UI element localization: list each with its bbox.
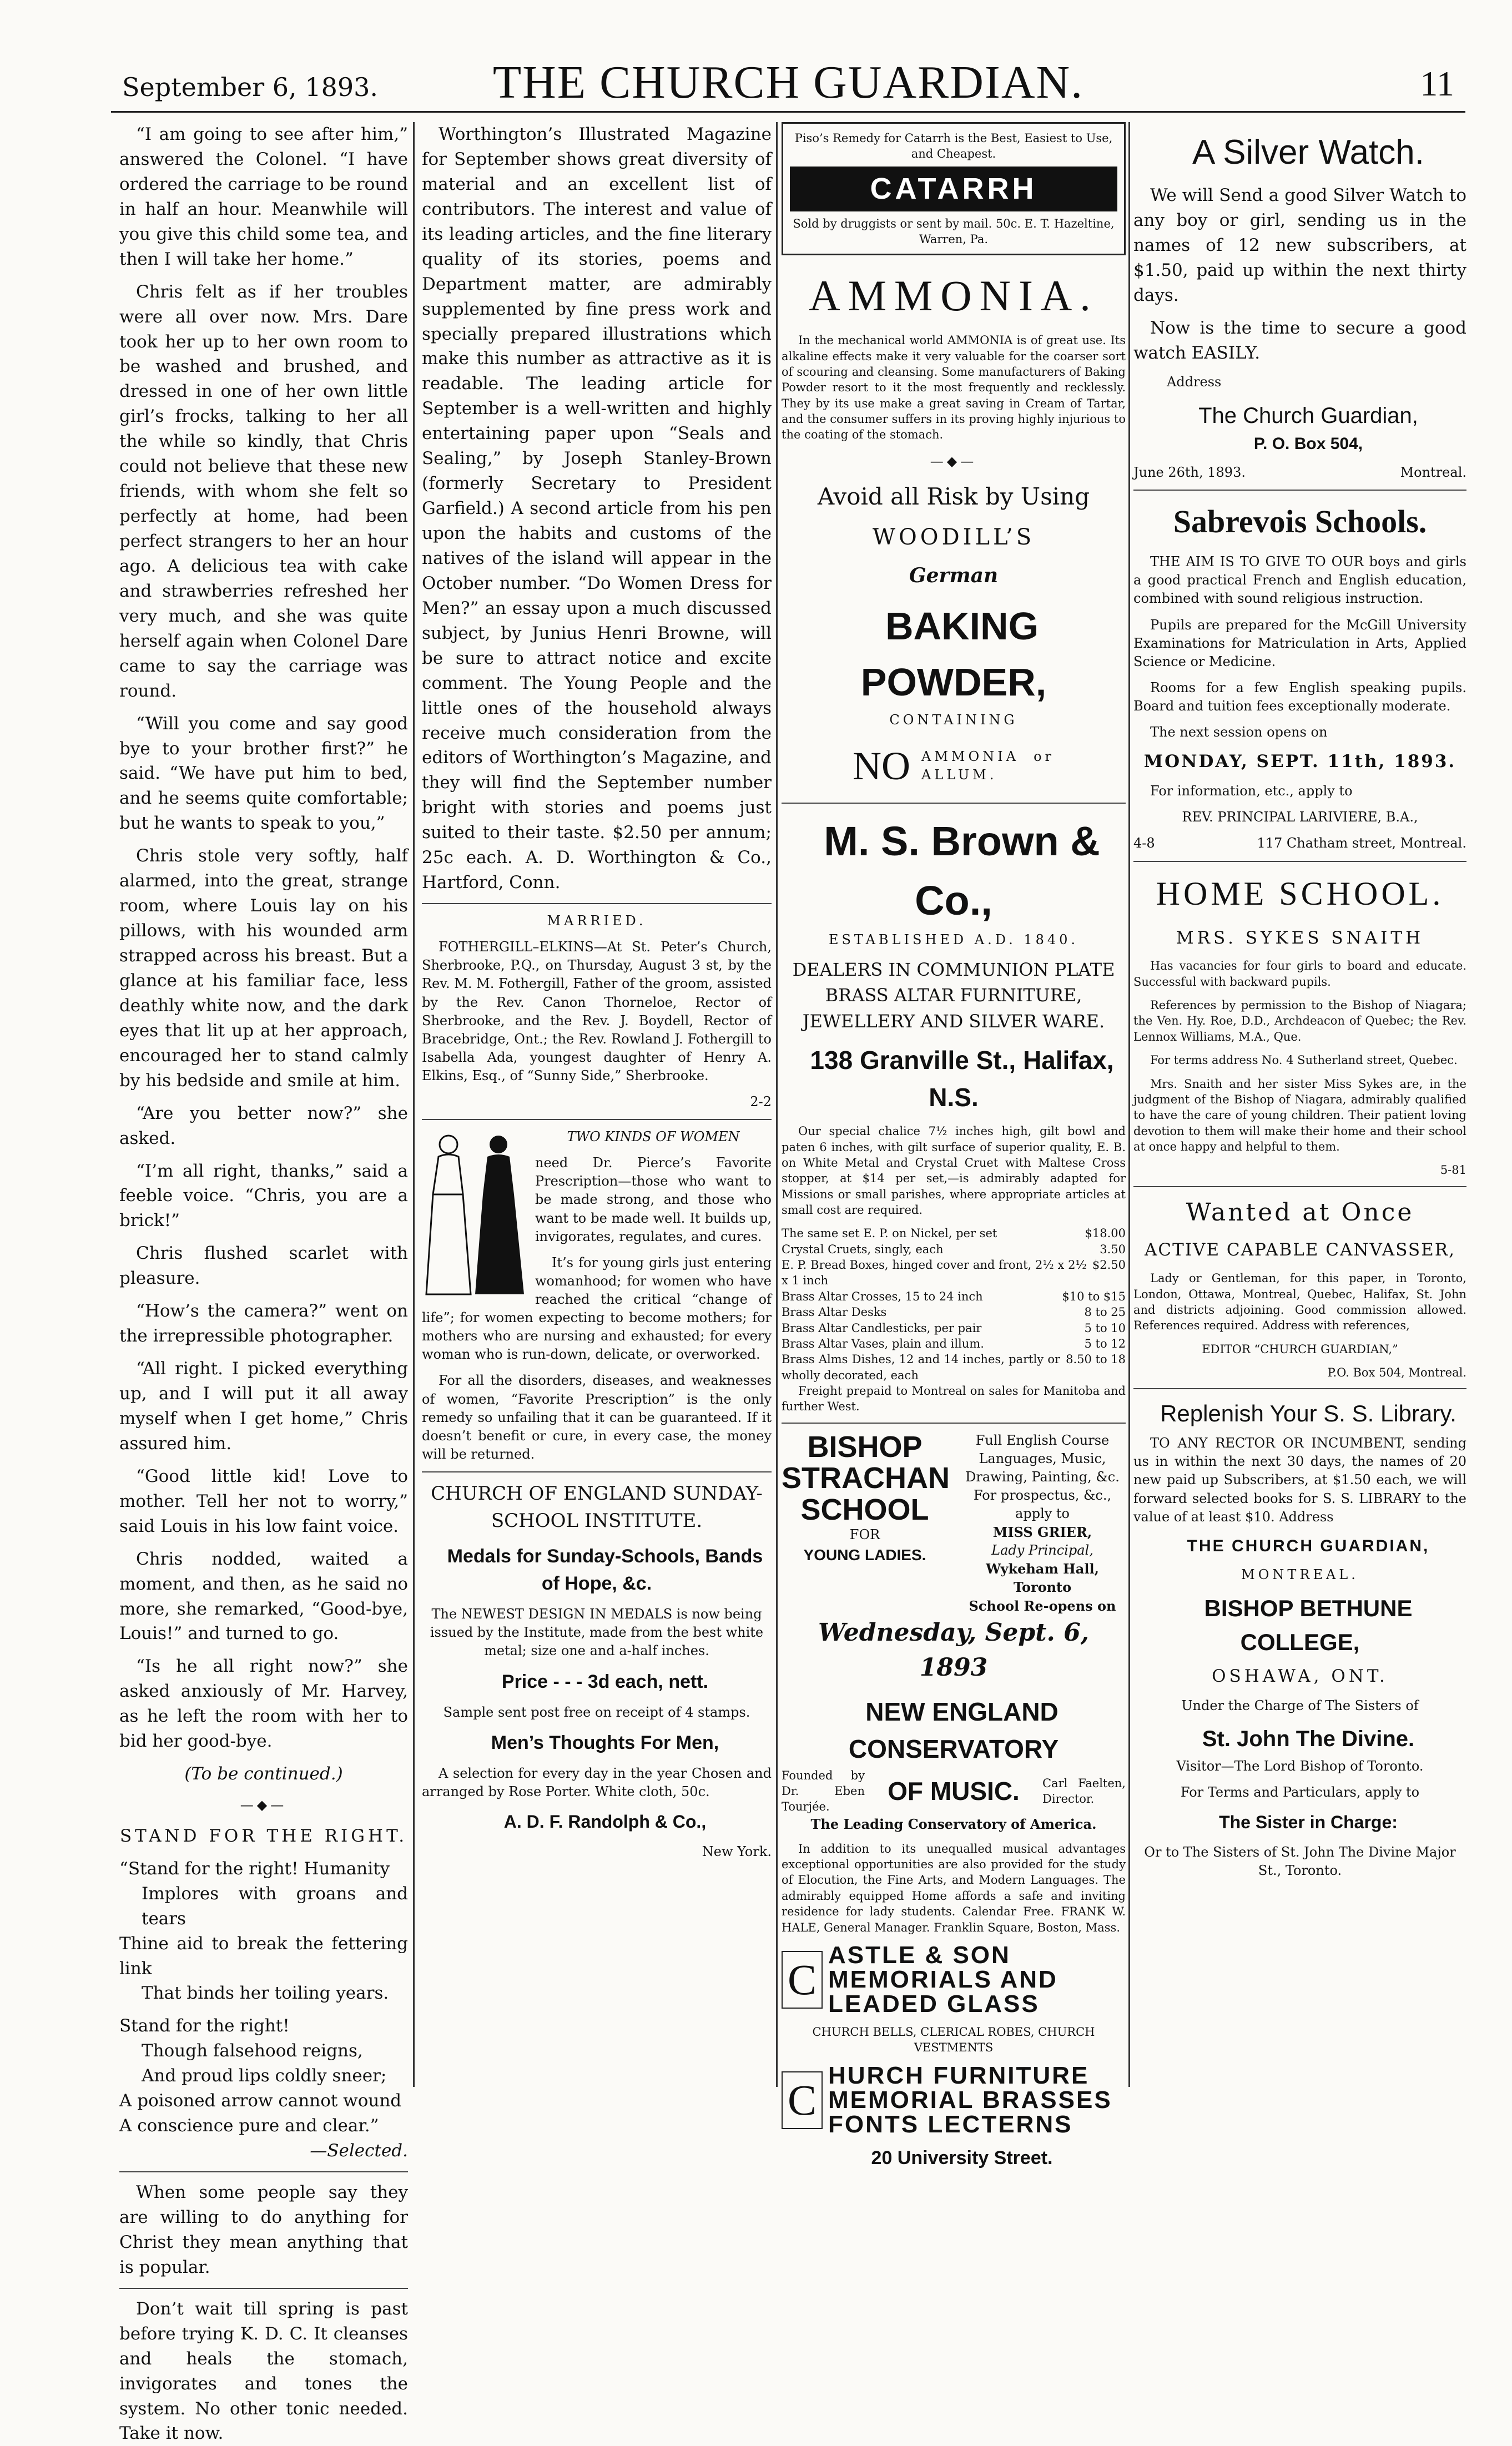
column-rule (413, 122, 415, 2087)
column-story (119, 122, 408, 2444)
nec-title: NEW ENGLAND CONSERVATORY (848, 1697, 1059, 1763)
price-item: Brass Altar Crosses, 15 to 24 inch (782, 1289, 983, 1303)
story-paragraph: Chris stole very softly, half alarmed, into the great, strange room, where Louis lay on his pillows, with his wounded arm strapped across his breast. But a glance at his familiar face, less deathly white now, and the dark eyes that lit up at her approach, encouraged her to stand calmly by his bedside and smile at him. (119, 846, 408, 1091)
nec-founded: Founded by Dr. Eben Tourjée. (782, 1768, 865, 1814)
german-label: German (909, 564, 999, 588)
piso-ad (782, 122, 1126, 255)
divider (119, 2171, 408, 2172)
publisher: A. D. F. Randolph & Co., (503, 1812, 707, 1832)
price-list (782, 1225, 1126, 1383)
medals-text: The NEWEST DESIGN IN MEDALS is now being issued by the Institute, made from the best white metal; size one and a-half inches. (430, 1606, 764, 1659)
story-paragraph: “Are you better now?” she asked. (119, 1103, 408, 1148)
pierce-ad (422, 1128, 772, 1464)
pierce-text-2: It’s for young girls just entering womanhood; for women who have reached the critical “change of life”; for women expecting to become mothers; for mothers who are nursing and exhausted; for every woman who is run-down, delicate, or overworked. (422, 1254, 772, 1363)
church-bells-line: CHURCH BELLS, CLERICAL ROBES, CHURCH VESTMENTS (812, 2025, 1095, 2055)
married-notice: FOTHERGILL–ELKINS—At St. Peter’s Church, Sherbrooke, P.Q., on Thursday, August 3 st, by the Rev. M. M. Fothergill, Father of the groom, assisted by the Rev. Canon Thorneloe, Rector of Sherbrooke, and the Rev. J. Boydell, Rector of Bracebridge, Ont.; the Rev. Rowland J. Fothergill to Isabella Ada, youngest daughter of Henry A. Elkins, Esq., of “Sunny Side,” Sherbrooke. (422, 939, 772, 1083)
story-paragraph: Chris flushed scarlet with pleasure. (119, 1243, 408, 1289)
column-ads-right (1133, 122, 1466, 2098)
freight-note: Freight prepaid to Montreal on sales for Manitoba and further West. (782, 1384, 1126, 1414)
chalice-text: Our special chalice 7½ inches high, gilt bowl and paten 6 inches, with gilt surface of superior quality, E. B. on White Metal and Crystal Cruet with Maltese Cross stopper, at $14 per set,—is admirably adapted for Missions or small parishes, where appropriate articles at small cost are required. (782, 1124, 1126, 1217)
story-paragraph: Chris nodded, waited a moment, and then, as he said no more, she remarked, “Good-bye, Louis!” and turned to go. (119, 1549, 408, 1644)
brown-address: 138 Granville St., Halifax, N.S. (810, 1046, 1114, 1112)
ammonia-allum-label: AMMONIA or ALLUM. (921, 748, 1055, 783)
strachan-title-1: BISHOP (807, 1430, 923, 1464)
cg-montreal: THE CHURCH GUARDIAN, (1187, 1536, 1430, 1555)
page-header (111, 56, 1465, 113)
column-notices (422, 122, 772, 2098)
sykes-terms: For terms address No. 4 Sutherland street, Quebec. (1150, 1053, 1458, 1067)
price-value: $18.00 (1085, 1227, 1126, 1240)
poem-line: Implores with groans and tears (142, 1883, 408, 1929)
wanted-heading: Wanted at Once (1186, 1198, 1414, 1227)
terms-line: For Terms and Particulars, apply to (1180, 1784, 1420, 1801)
sabrevois-date: MONDAY, SEPT. 11th, 1893. (1143, 752, 1456, 772)
sabrevois-text-4: The next session opens on (1150, 724, 1328, 740)
poem-line: Thine aid to break the fettering link (119, 1933, 408, 1979)
story-paragraph: Chris felt as if her troubles were all over now. Mrs. Dare took her up to her own room to be washed and brushed, and dressed in one of her own little girl’s frocks, talking to her all the while so kindly, that Chris could not believe that these new friends, with whom she felt so perfectly at home, had been perfect strangers to her an hour ago. A delicious tea with cake and strawberries refreshed her very much, and she was quite herself again when Colonel Dare came to say the carriage was round. (119, 281, 408, 701)
pierce-text-3: For all the disorders, diseases, and weaknesses of women, “Favorite Prescription” is the only remedy so unfailing that it can be guaranteed. If it doesn’t benefit or cure, in every case, the money will be returned. (422, 1373, 772, 1462)
story-paragraph: “Will you come and say good bye to your brother first?” he said. “We have put him to bed, and he seems quite comfortable; but he wants to speak to you,” (119, 713, 408, 834)
sabrevois-text-5: For information, etc., apply to (1150, 783, 1353, 799)
medals-price: Price - - - 3d each, nett. (501, 1671, 709, 1692)
poem (119, 1857, 408, 2139)
no-label: NO (853, 743, 910, 788)
church-furniture-ad (782, 2061, 1126, 2138)
divider (422, 1119, 772, 1120)
mens-thoughts-text: A selection for every day in the year Chosen and arranged by Rose Porter. White cloth, 50c. (422, 1766, 772, 1800)
medals-heading: Medals for Sunday-Schools, Bands of Hope, &c. (447, 1545, 763, 1594)
divider (782, 1423, 1126, 1424)
price-row (782, 1351, 1126, 1383)
castle-words (828, 1943, 1058, 2016)
wanted-text: Lady or Gentleman, for this paper, in Toronto, London, Ottawa, Montreal, Quebec, Halifax, St. John and districts adjoining. Good commission allowed. References required. Address with references, (1133, 1272, 1466, 1333)
price-row (782, 1225, 1126, 1241)
nec-founded-row (782, 1768, 1126, 1815)
established-label: ESTABLISHED A.D. 1840. (828, 931, 1079, 947)
church-guardian-name: The Church Guardian, (1198, 403, 1418, 428)
nec-director: Carl Faelten, Director. (1042, 1776, 1126, 1806)
poem-line: That binds her toiling years. (142, 1983, 389, 2004)
divider (1133, 490, 1466, 491)
catarrh-banner: CATARRH (790, 167, 1117, 211)
sykes-code: 5-81 (1440, 1163, 1466, 1177)
price-item: Brass Alms Dishes, 12 and 14 inches, partly or wholly decorated, each (782, 1353, 1061, 1382)
church-words (828, 2061, 1112, 2138)
mrs-sykes: MRS. SYKES SNAITH (1176, 927, 1424, 948)
column-rule (1128, 122, 1130, 2087)
poem-line: Though falsehood reigns, (142, 2041, 363, 2061)
ornate-line: MEMORIAL BRASSES (828, 2086, 1112, 2114)
ornate-line: LEADED GLASS (828, 1990, 1040, 2018)
story-paragraph: “I’m all right, thanks,” said a feeble voice. “Chris, you are a brick!” (119, 1161, 408, 1231)
divider (422, 903, 772, 904)
silver-watch-text: We will Send a good Silver Watch to any boy or girl, sending us in the names of 12 new subscribers, at $1.50, paid up within the next thirty days. (1133, 185, 1466, 305)
column-ads (782, 122, 1126, 2168)
editor-address: P.O. Box 504, Montreal. (1327, 1366, 1466, 1380)
issue-date: September 6, 1893. (122, 72, 378, 102)
castle-initial: C (782, 1951, 823, 2009)
divider (1133, 1388, 1466, 1389)
baking-powder-heading: BAKING POWDER, (860, 604, 1047, 704)
dealers-text: DEALERS IN COMMUNION PLATE BRASS ALTAR FURNITURE, JEWELLERY AND SILVER WARE. (792, 959, 1115, 1032)
ornate-line: FONTS LECTERNS (828, 2110, 1073, 2138)
ornate-line: MEMORIALS AND (828, 1965, 1058, 1993)
university-street: 20 University Street. (871, 2147, 1053, 2168)
sabrevois-text: THE AIM IS TO GIVE TO OUR boys and girls a good practical French and English education, combined with sound religious instruction. (1133, 554, 1466, 607)
poem-title: STAND FOR THE RIGHT. (119, 1825, 408, 1846)
sabrevois-code: 4-8 (1133, 835, 1155, 851)
watch-city: Montreal. (1400, 465, 1466, 481)
price-item: Brass Altar Desks (782, 1305, 887, 1319)
poem-credit: —Selected. (310, 2141, 408, 2161)
or-to-line: Or to The Sisters of St. John The Divine Major St., Toronto. (1144, 1844, 1456, 1878)
reopens-label: School Re-opens on (969, 1597, 1116, 1614)
ornate-line: ASTLE & SON (828, 1941, 1011, 1969)
price-row (782, 1242, 1126, 1257)
married-code: 2-2 (750, 1094, 772, 1110)
two-women-illustration (422, 1128, 527, 1300)
pierce-text-1: need Dr. Pierce’s Favorite Prescription—those who want to be made strong, and those who want to be made well. It builds up, invigorates, regulates, and cures. (535, 1155, 772, 1244)
price-row (782, 1289, 1126, 1304)
sister-in-charge: The Sister in Charge: (1219, 1812, 1398, 1833)
sykes-text: Has vacancies for four girls to board and educate. Successful with backward pupils. (1133, 959, 1466, 989)
paragraph-kdc: Don’t wait till spring is past before trying K. D. C. It cleanses and heals the stomach, invigorates and tones the system. No other tonic needed. Take it now. (119, 2298, 408, 2444)
story-paragraph: “Is he all right now?” she asked anxiously of Mr. Harvey, as he left the room with her to bid her good-bye. (119, 1656, 408, 1752)
sykes-references: References by permission to the Bishop of Niagara; the Ven. Hy. Roe, D.D., Archdeacon of Quebec; the Rev. Lennox Williams, M.A., Que. (1133, 998, 1466, 1043)
strachan-courses: Full English Course Languages, Music, Drawing, Painting, &c. (965, 1432, 1120, 1485)
for-label: FOR (849, 1526, 880, 1542)
price-item: Brass Altar Vases, plain and illum. (782, 1337, 984, 1350)
replenish-text: TO ANY RECTOR OR INCUMBENT, sending us in within the next 30 days, the names of 20 new paid up Subscribers, at $1.50 each, we will forward selected books for S. S. LIBRARY to the value of at least $10. Address (1133, 1435, 1466, 1525)
ammonia-heading: AMMONIA. (809, 271, 1098, 320)
oshawa-label: OSHAWA, ONT. (1212, 1666, 1388, 1687)
miss-grier: MISS GRIER, (992, 1524, 1092, 1541)
editor-label: EDITOR “CHURCH GUARDIAN,” (1202, 1342, 1398, 1356)
young-ladies-label: YOUNG LADIES. (803, 1546, 926, 1564)
sabrevois-footer (1133, 834, 1466, 853)
divider (1133, 861, 1466, 862)
mens-thoughts-title: Men’s Thoughts For Men, (491, 1732, 719, 1753)
poem-line: And proud lips coldly sneer; (142, 2066, 387, 2086)
ornate-line: HURCH FURNITURE (828, 2061, 1090, 2089)
strachan-right (959, 1431, 1126, 1615)
divider: —◆— (930, 453, 977, 469)
nec-leading: The Leading Conservatory of America. (810, 1815, 1097, 1832)
coe-institute-title: CHURCH OF ENGLAND SUNDAY-SCHOOL INSTITUTE. (431, 1482, 763, 1532)
visitor-line: Visitor—The Lord Bishop of Toronto. (1176, 1758, 1424, 1774)
story-paragraph: “How’s the camera?” went on the irrepressible photographer. (119, 1301, 408, 1346)
woodill-name: WOODILL’S (872, 524, 1035, 551)
bethune-heading: BISHOP BETHUNE COLLEGE, (1204, 1595, 1413, 1656)
silver-watch-text-2: Now is the time to secure a good watch EASILY. (1133, 317, 1466, 363)
home-school-heading: HOME SCHOOL. (1156, 875, 1444, 912)
price-row (782, 1257, 1126, 1289)
sabrevois-text-3: Rooms for a few English speaking pupils. Board and tuition fees exceptionally moderate. (1133, 679, 1466, 714)
divider (782, 803, 1126, 804)
page-number: 11 (1420, 64, 1454, 103)
chatham-address: 117 Chatham street, Montreal. (1257, 835, 1466, 851)
reopen-date: Wednesday, Sept. 6, 1893 (818, 1618, 1090, 1682)
watch-dateline (1133, 463, 1466, 482)
price-value: 8.50 to 18 (1066, 1353, 1126, 1366)
strachan-left (782, 1431, 948, 1615)
divider (422, 1471, 772, 1472)
sample-note: Sample sent post free on receipt of 4 stamps. (443, 1704, 750, 1720)
poem-line: A poisoned arrow cannot wound (119, 2091, 402, 2111)
price-row (782, 1320, 1126, 1336)
ammonia-text: In the mechanical world AMMONIA is of great use. Its alkaline effects make it very valuable for the coarser sort of scouring and cleansing. Some manufacturers of Baking Powder resort to it the most frequently and recklessly. They by its use make a great saving in Cream of Tartar, and the consumer suffers in its proving highly injurious to the coating of the stomach. (782, 334, 1126, 442)
nec-of-music: OF MUSIC. (888, 1776, 1020, 1805)
story-paragraph: “All right. I picked everything up, and I will put it all away myself when I get home,” Chris assured him. (119, 1359, 408, 1454)
strachan-title-3: SCHOOL (800, 1492, 929, 1526)
price-value: 5 to 12 (1084, 1337, 1126, 1350)
divider (119, 2288, 408, 2289)
st-john-heading: St. John The Divine. (1202, 1727, 1415, 1752)
story-paragraph: “Good little kid! Love to mother. Tell her not to worry,” said Louis in his low faint voice. (119, 1466, 408, 1536)
poem-line: “Stand for the right! Humanity (119, 1858, 390, 1879)
column-rule (776, 122, 778, 2087)
lady-principal: Lady Principal, (991, 1542, 1093, 1559)
canvasser-heading: ACTIVE CAPABLE CANVASSER, (1145, 1240, 1455, 1260)
avoid-heading: Avoid all Risk by Using (817, 482, 1090, 510)
price-row (782, 1304, 1126, 1320)
watch-date: June 26th, 1893. (1133, 465, 1246, 481)
church-initial: C (782, 2071, 823, 2129)
worthington-review: Worthington’s Illustrated Magazine for September shows great diversity of material and an excellent list of contributors. The interest and value of its leading articles, and the fine literary quality of its stories, poems and Department matter, are admirably supplemented by fine press work and specially prepared illustrations which make this number as attractive as it is readable. The leading article for September is a well-written and highly entertaining paper upon “Seals and Sealing,” by Joseph Stanley-Brown (formerly Secretary to President Garfield.) A second article from his pen upon the habits and customs of the natives of the island will appear in the October number. “Do Women Dress for Men?” an essay upon a much discussed subject, by Junius Henri Browne, will be sure to attract notice and excite comment. The Young People and the little ones of the household always receive much consideration from the editors of Worthington’s Magazine, and they will find the September number bright with stories and poems just suited to their taste. $2.50 per annum; 25c each. A. D. Worthington & Co., Hartford, Conn. (422, 124, 772, 893)
address-label: Address (1167, 374, 1222, 390)
piso-top: Piso’s Remedy for Catarrh is the Best, Easiest to Use, and Cheapest. (794, 132, 1113, 161)
prospectus-note: For prospectus, &c., apply to (973, 1487, 1112, 1522)
under-charge: Under the Charge of The Sisters of (1181, 1698, 1419, 1714)
price-item: Brass Altar Candlesticks, per pair (782, 1321, 982, 1335)
sykes-text-2: Mrs. Snaith and her sister Miss Sykes are, in the judgment of the Bishop of Niagara, admirably qualified to have the care of young children. Their patient loving devotion to them will make their home and their school at once happy and helpful to them. (1133, 1077, 1466, 1153)
masthead-title: THE CHURCH GUARDIAN. (492, 57, 1084, 108)
price-value: $2.50 (1092, 1258, 1126, 1272)
story-paragraph: “I am going to see after him,” answered the Colonel. “I have ordered the carriage to be round in half an hour. Meanwhile will you give this child some tea, and then I will take her home.” (119, 124, 408, 269)
price-item: The same set E. P. on Nickel, per set (782, 1227, 997, 1240)
price-value: $10 to $15 (1062, 1289, 1126, 1303)
strachan-title-2: STRACHAN (782, 1461, 950, 1495)
story-text (119, 122, 408, 1754)
price-value: 8 to 25 (1084, 1305, 1126, 1319)
price-value: 3.50 (1100, 1242, 1126, 1256)
price-item: Crystal Cruets, singly, each (782, 1242, 944, 1256)
sabrevois-text-2: Pupils are prepared for the McGill University Examinations for Matriculation in Arts, Applied Science or Medicine. (1133, 617, 1466, 669)
strachan-ad (782, 1431, 1126, 1615)
silver-watch-heading: A Silver Watch. (1192, 133, 1425, 172)
piso-bottom: Sold by druggists or sent by mail. 50c. E. T. Hazeltine, Warren, Pa. (793, 216, 1115, 246)
publisher-city: New York. (702, 1843, 772, 1859)
replenish-heading: Replenish Your S. S. Library. (1160, 1400, 1456, 1427)
po-box: P. O. Box 504, (1253, 434, 1363, 453)
divider (1133, 1186, 1466, 1187)
price-item: E. P. Bread Boxes, hinged cover and front, 2½ x 2½ x 1 inch (782, 1258, 1087, 1288)
wykeham-hall: Wykeham Hall, Toronto (986, 1561, 1099, 1596)
paragraph-popular: When some people say they are willing to do anything for Christ they mean anything that is popular. (119, 2182, 408, 2277)
rev-principal: REV. PRINCIPAL LARIVIERE, B.A., (1182, 809, 1418, 825)
no-ammonia-row (782, 737, 1126, 795)
containing-label: CONTAINING (889, 712, 1018, 728)
price-value: 5 to 10 (1084, 1321, 1126, 1335)
castle-ad (782, 1943, 1126, 2016)
sabrevois-heading: Sabrevois Schools. (1173, 503, 1427, 540)
divider: —◆— (240, 1797, 288, 1813)
continued-note: (To be continued.) (184, 1764, 343, 1784)
montreal-label: MONTREAL. (1241, 1567, 1359, 1583)
ms-brown-heading: M. S. Brown & Co., (824, 818, 1100, 924)
married-heading: MARRIED. (547, 913, 647, 929)
poem-line: Stand for the right! (119, 2016, 290, 2036)
nec-text: In addition to its unequalled musical advantages exceptional opportunities are also provided for the study of Elocution, the Fine Arts, and Modern Languages. The admirably equipped Home affords a safe and inviting residence for lady students. Calendar Free. FRANK W. HALE, General Manager. Franklin Square, Boston, Mass. (782, 1842, 1126, 1934)
price-row (782, 1336, 1126, 1351)
poem-line: A conscience pure and clear.” (119, 2116, 379, 2136)
pierce-title: TWO KINDS OF WOMEN (567, 1129, 740, 1145)
